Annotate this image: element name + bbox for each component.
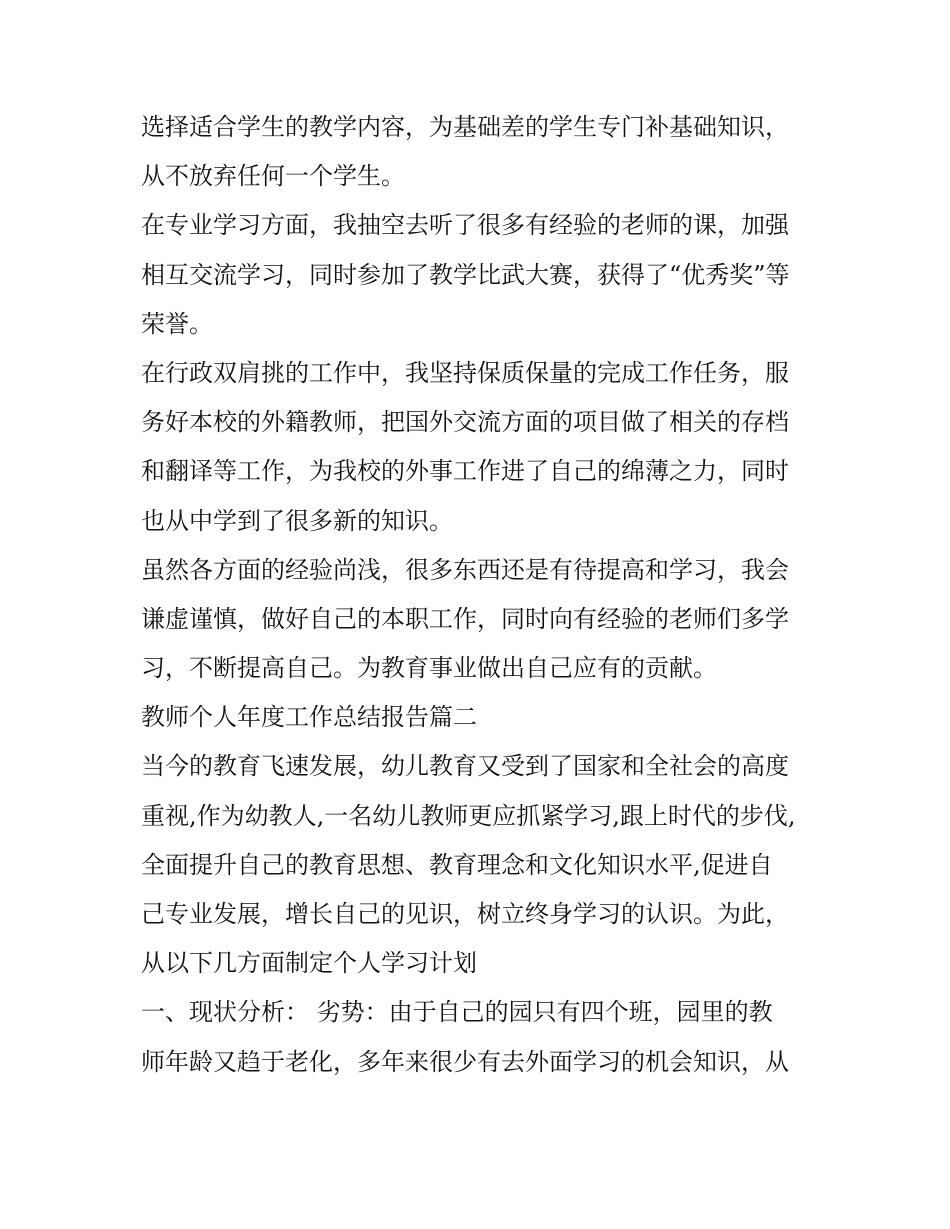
text-line: 重视,作为幼教人,一名幼儿教师更应抓紧学习,跟上时代的步伐,: [141, 801, 796, 830]
text-line: 选择适合学生的教学内容，为基础差的学生专门补基础知识，: [141, 113, 789, 141]
text-line: 全面提升自己的教育思想、教育理念和文化知识水平,促进自: [141, 850, 773, 879]
text-line: 谦虚谨慎，做好自己的本职工作，同时向有经验的老师们多学: [141, 604, 789, 633]
text-line: 务好本校的外籍教师，把国外交流方面的项目做了相关的存档: [141, 408, 789, 437]
text-line: 在专业学习方面，我抽空去听了很多有经验的老师的课，加强: [141, 211, 789, 240]
text-line: 在行政双肩挑的工作中，我坚持保质保量的完成工作任务，服: [141, 358, 789, 387]
document-body: [141, 103, 813, 1087]
text-line: 从以下几方面制定个人学习计划: [141, 949, 477, 978]
text-line: 从不放弃任何一个学生。: [141, 162, 405, 191]
text-line: 一、现状分析： 劣势：由于自己的园只有四个班，园里的教: [141, 998, 773, 1027]
text-line: 也从中学到了很多新的知识。: [141, 506, 453, 535]
text-line: 习，不断提高自己。为教育事业做出自己应有的贡献。: [141, 654, 717, 683]
text-line: 和翻译等工作，为我校的外事工作进了自己的绵薄之力，同时: [141, 457, 789, 486]
text-line: 相互交流学习，同时参加了教学比武大赛，获得了“优秀奖”等: [141, 260, 790, 289]
text-line: 师年龄又趋于老化，多年来很少有去外面学习的机会知识，从: [141, 1047, 789, 1076]
section-heading: 教师个人年度工作总结报告篇二: [141, 703, 477, 732]
text-line: 己专业发展，增长自己的见识，树立终身学习的认识。为此，: [141, 900, 789, 928]
text-line: 虽然各方面的经验尚浅，很多东西还是有待提高和学习，我会: [141, 555, 789, 584]
text-line: 荣誉。: [141, 309, 213, 338]
text-line: 当今的教育飞速发展，幼儿教育又受到了国家和全社会的高度: [141, 752, 789, 781]
